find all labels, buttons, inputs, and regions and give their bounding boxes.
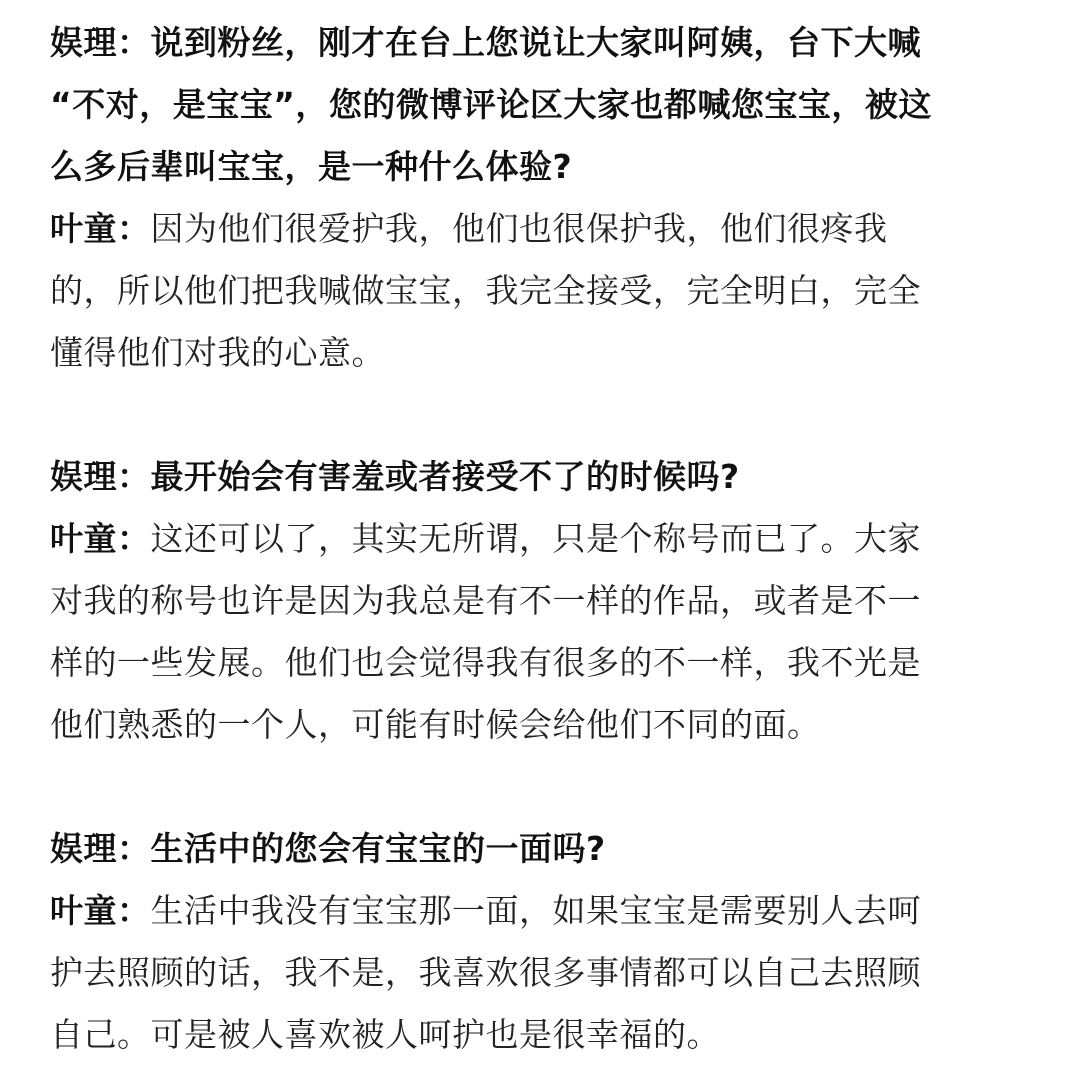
- text-line: [50, 508, 1025, 570]
- speaker-label: 娱理：: [50, 23, 151, 62]
- question-text: 最开始会有害羞或者接受不了的时候吗?: [150, 457, 740, 496]
- question-text: “不对，是宝宝”，您的微博评论区大家也都喊您宝宝，被这: [50, 85, 932, 124]
- text-line: [50, 818, 1025, 880]
- text-line: [50, 880, 1025, 942]
- answer: [50, 508, 1025, 756]
- speaker-label: 娱理：: [50, 829, 151, 868]
- question-text: 么多后辈叫宝宝，是一种什么体验?: [50, 147, 573, 186]
- answer-text: 样的一些发展。他们也会觉得我有很多的不一样，我不光是: [50, 643, 921, 682]
- text-line: [50, 12, 1025, 74]
- answer-text: 这还可以了，其实无所谓，只是个称号而已了。大家: [150, 519, 921, 558]
- answer-text: 对我的称号也许是因为我总是有不一样的作品，或者是不一: [50, 581, 921, 620]
- answer-text: 生活中我没有宝宝那一面，如果宝宝是需要别人去呵: [150, 891, 921, 930]
- text-line: [50, 446, 1025, 508]
- answer-text: 懂得他们对我的心意。: [50, 333, 385, 372]
- answer-text: 护去照顾的话，我不是，我喜欢很多事情都可以自己去照顾: [50, 953, 921, 992]
- qa-block: [50, 12, 1025, 384]
- speaker-label: 叶童：: [50, 209, 151, 248]
- question: [50, 818, 1025, 880]
- question-text: 生活中的您会有宝宝的一面吗?: [150, 829, 606, 868]
- answer-text: 他们熟悉的一个人，可能有时候会给他们不同的面。: [50, 705, 821, 744]
- speaker-label: 娱理：: [50, 457, 151, 496]
- answer-text: 因为他们很爱护我，他们也很保护我，他们很疼我: [150, 209, 888, 248]
- question: [50, 12, 1025, 198]
- answer: [50, 198, 1025, 384]
- qa-block: [50, 446, 1025, 756]
- answer-text: 的，所以他们把我喊做宝宝，我完全接受，完全明白，完全: [50, 271, 921, 310]
- text-line: [50, 198, 1025, 260]
- answer: [50, 880, 1025, 1066]
- interview-article: [50, 12, 1025, 1066]
- qa-block: [50, 818, 1025, 1066]
- answer-text: 自己。可是被人喜欢被人呵护也是很幸福的。: [50, 1015, 720, 1054]
- question: [50, 446, 1025, 508]
- question-text: 说到粉丝，刚才在台上您说让大家叫阿姨，台下大喊: [150, 23, 921, 62]
- speaker-label: 叶童：: [50, 519, 151, 558]
- speaker-label: 叶童：: [50, 891, 151, 930]
